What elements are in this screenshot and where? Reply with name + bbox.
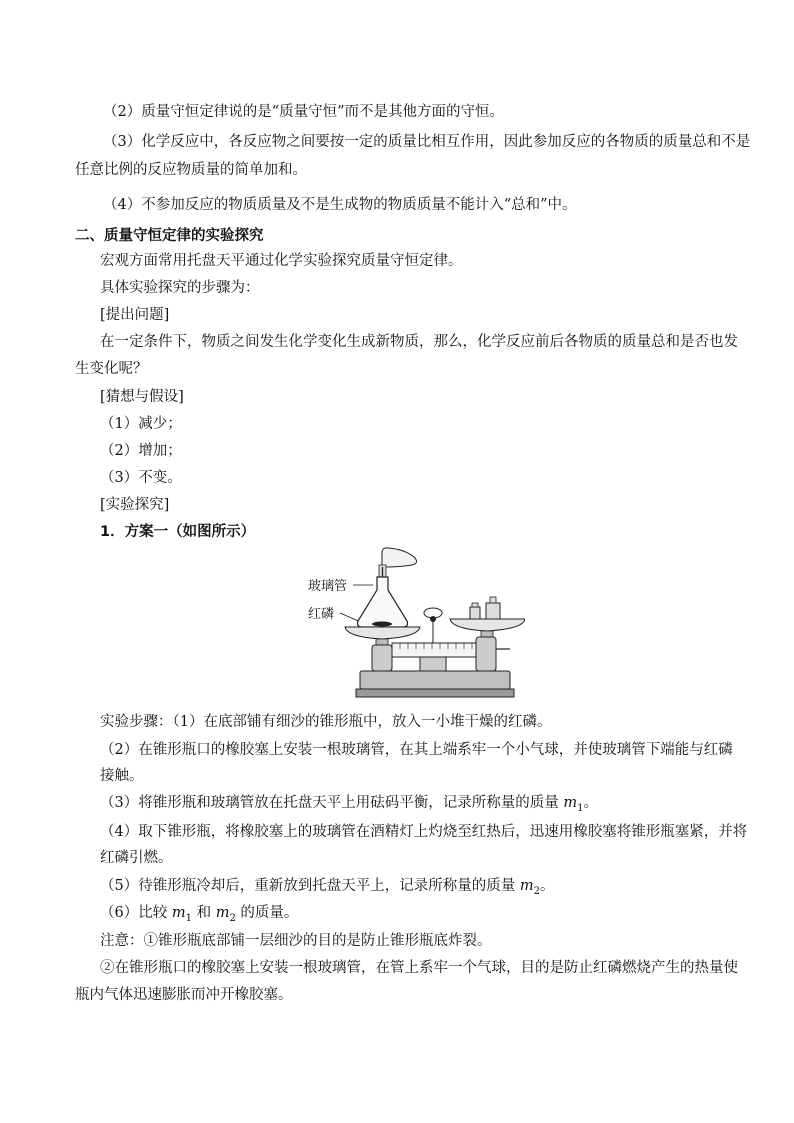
- step-4-line1: （4）取下锥形瓶，将橡胶塞上的玻璃管在酒精灯上灼烧至红热后，迅速用橡胶塞将锥形瓶塞紧，并将: [100, 824, 748, 840]
- weight-small: [470, 607, 480, 619]
- notice-1: 注意：①锥形瓶底部铺一层细沙的目的是防止锥形瓶底炸裂。: [100, 933, 492, 949]
- balance-base: [360, 671, 510, 689]
- note-3-line1: （3）化学反应中，各反应物之间要按一定的质量比相互作用，因此参加反应的各物质的质量总和不是: [103, 134, 751, 150]
- step-5: [100, 876, 554, 896]
- step-6: [100, 903, 298, 923]
- beam-scale: [392, 643, 490, 657]
- weight-large-knob: [490, 597, 496, 603]
- section-2-steps-intro: 具体实验探究的步骤为：: [100, 280, 260, 296]
- right-column: [476, 637, 496, 671]
- step-2-line2: 接触。: [100, 768, 144, 784]
- center-column: [420, 657, 446, 671]
- mass-m2-sub: 2: [533, 885, 540, 897]
- red-phosphorus-pile: [372, 622, 392, 627]
- step-5-end: 。: [539, 878, 555, 894]
- balloon: [382, 548, 417, 567]
- weight-small-knob: [472, 603, 478, 607]
- question-text-line1: 在一定条件下，物质之间发生化学变化生成新物质，那么，化学反应前后各物质的质量总和是否也发: [100, 334, 738, 350]
- step-6-m2-sub: 2: [229, 912, 236, 924]
- weight-large: [486, 603, 500, 619]
- step-4-line2: 红磷引燃。: [100, 850, 173, 866]
- step-6-m1-sub: 1: [185, 912, 192, 924]
- notice-2-line1: ②在锥形瓶口的橡胶塞上安装一根玻璃管，在管上系牢一个气球，目的是防止红磷燃烧产生的热量使: [100, 960, 738, 976]
- note-2: （2）质量守恒定律说的是“质量守恒”而不是其他方面的守恒。: [103, 104, 505, 120]
- notice-2-line2: 瓶内气体迅速膨胀而冲开橡胶塞。: [75, 987, 293, 1003]
- step-6-end: 的质量。: [235, 905, 299, 921]
- step-2-line1: （2）在锥形瓶口的橡胶塞上安装一根玻璃管，在其上端系牢一个小气球，并使玻璃管下端能与红磷: [100, 742, 733, 758]
- balance-experiment-figure: [300, 545, 525, 705]
- section-2-title: 二、质量守恒定律的实验探究: [75, 228, 264, 244]
- explore-label: [实验探究]: [100, 497, 170, 513]
- hypothesis-2: （2）增加；: [100, 443, 182, 459]
- section-2-intro: 宏观方面常用托盘天平通过化学实验探究质量守恒定律。: [100, 253, 463, 269]
- step-5-text: （5）待锥形瓶冷却后，重新放到托盘天平上，记录所称量的质量: [100, 878, 520, 894]
- right-pan-support: [481, 631, 493, 637]
- step-3: [100, 793, 598, 813]
- plan-1-title: 1．方案一（如图所示）: [100, 524, 256, 540]
- balance-base-foot: [356, 689, 514, 697]
- left-pan-support: [376, 639, 388, 645]
- mass-m1-sub: 1: [577, 802, 584, 814]
- step-6-m2-var: m: [215, 905, 230, 921]
- label-glass-tube: 玻璃管: [308, 579, 348, 594]
- mass-m2-var: m: [519, 878, 534, 894]
- hypothesis-label: [猜想与假设]: [100, 389, 184, 405]
- hypothesis-3: （3）不变。: [100, 470, 182, 486]
- note-3-line2: 任意比例的反应物质量的简单加和。: [75, 162, 307, 178]
- left-pan: [345, 627, 420, 639]
- hypothesis-1: （1）减少；: [100, 416, 182, 432]
- question-text-line2: 生变化呢？: [75, 361, 148, 377]
- step-1: 实验步骤：（1）在底部铺有细沙的锥形瓶中，放入一小堆干燥的红磷。: [100, 714, 552, 730]
- step-3-text: （3）将锥形瓶和玻璃管放在托盘天平上用砝码平衡，记录所称量的质量: [100, 795, 564, 811]
- label-red-phosphorus: 红磷: [308, 607, 335, 622]
- left-column: [372, 645, 392, 671]
- step-6-and: 和: [191, 905, 216, 921]
- right-pan: [450, 619, 525, 631]
- step-6-text: （6）比较: [100, 905, 172, 921]
- conical-flask: [358, 577, 408, 627]
- note-4: （4）不参加反应的物质质量及不是生成物的物质质量不能计入“总和”中。: [103, 197, 577, 213]
- step-3-end: 。: [583, 795, 598, 811]
- question-label: [提出问题]: [100, 307, 170, 323]
- mass-m1-var: m: [563, 795, 578, 811]
- step-6-m1-var: m: [171, 905, 186, 921]
